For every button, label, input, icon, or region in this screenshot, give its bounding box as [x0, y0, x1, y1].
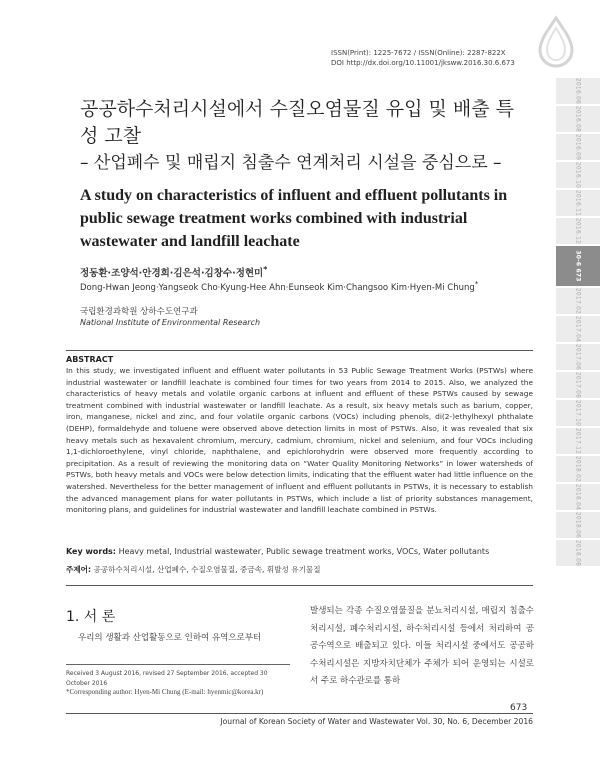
page-number: 673: [510, 703, 528, 713]
footnote-received: Received 3 August 2016, revised 27 September 2016, accepted 30 October 2016: [66, 670, 268, 687]
side-tab-label: 2016.06: [574, 77, 582, 105]
abstract-body: In this study, we investigated influent and effluent water pollutants in 53 Public Sewage Treatment Works (PSTWs) where industrial wastewater or landfill leachate is combined four times for two years from 2014 to 2015. Also, we analyzed the characteristics of heavy metals and volatile organic carbons at influent and effluent of these PSTWs caused by sewage treatment combined with industrial wastewater or landfill leachate. As a result, six heavy metals such as barium, copper, iron, manganese, nickel and zinc, and four volatile organic carbons (VOCs) including phenols, di(2-)ethylhexyl phthalate (DEHP), formaldehyde and toluene were observed above detection limits in most of PSTWs. Also, it was revealed that six heavy metals such as hexavalent chromium, mercury, cadmium, chromium, nickel and selenium, and four VOCs including 1,1-dichloroethylene, vinyl chloride, naphthalene, and epichlorohydrin were observed more frequently according to precipitation. As a result of reviewing the monitoring data on “Water Quality Monitoring Networks” in lower watersheds of PSTWs, both heavy metals and VOCs were below detection limits, indicating that the effluent water had little influence on the watershed. Nevertheless for the better management of influent and effluent pollutants in PSTWs, it is necessary to establish the advanced management plans for water pollutants in PSTWs, which include a list of priority substances management, monitoring plans, and guidelines for industrial wastewater and landfill leachate combined in PSTWs.: [66, 366, 533, 515]
side-tab[interactable]: [556, 372, 600, 398]
side-tab[interactable]: [556, 218, 600, 244]
keywords-list: Heavy metal, Industrial wastewater, Public sewage treatment works, VOCs, Water pollutants: [118, 547, 490, 556]
side-tab-label: 2016.11: [574, 189, 582, 217]
side-tab[interactable]: [556, 484, 600, 510]
corresponding-mark: *: [263, 265, 268, 274]
side-tab-label: 2018.06: [574, 511, 582, 539]
authors-english: [80, 279, 478, 293]
intro-column-1: 우리의 생활과 산업활동으로 인하여 유역으로부터: [78, 633, 262, 643]
affiliation-english: National Institute of Environmental Research: [80, 318, 261, 327]
side-tab[interactable]: [556, 316, 600, 342]
abstract-section: [66, 350, 533, 516]
doi-link[interactable]: DOI http://dx.doi.org/10.11001/jksww.2016.30.6.673: [331, 59, 515, 67]
side-tab-current-issue[interactable]: [556, 246, 600, 286]
issn-doi-block: [331, 48, 515, 68]
title-english: A study on characteristics of influent and effluent pollutants in public sewage treatment works combined with industrial wastewater and landfill leachate: [80, 187, 508, 250]
authors-korean: [80, 265, 267, 279]
side-tab-label: 2018.08: [574, 539, 582, 567]
abstract-heading: ABSTRACT: [66, 355, 114, 364]
side-tab[interactable]: [556, 512, 600, 538]
side-tab[interactable]: [556, 288, 600, 314]
side-tab-label: 2016.12: [574, 217, 582, 245]
side-tab[interactable]: [556, 106, 600, 132]
side-tab[interactable]: [556, 456, 600, 482]
side-tab-label: 2017.04: [574, 315, 582, 343]
side-tab-label: 2018.04: [574, 483, 582, 511]
footnote-corresponding: *Corresponding author: Hyen-Mi Chung (E-mail: hyenmic@korea.kr): [66, 688, 264, 696]
side-tab-current-label: 30-6 673: [574, 250, 582, 282]
keywords-ko-label: 주제어:: [66, 565, 92, 574]
authors-english-names: Dong-Hwan Jeong·Yangseok Cho·Kyung-Hee Ahn·Eunseok Kim·Changsoo Kim·Hyen-Mi Chung: [80, 282, 475, 293]
side-tab[interactable]: [556, 162, 600, 188]
keywords-english: [66, 547, 533, 556]
side-tab[interactable]: [556, 134, 600, 160]
side-tab[interactable]: [556, 78, 600, 104]
side-tab-label: 2017.06: [574, 343, 582, 371]
journal-logo-icon: [534, 14, 578, 68]
side-tab[interactable]: [556, 540, 600, 566]
side-tab-label: 2017.08: [574, 371, 582, 399]
footnote: [66, 664, 290, 698]
side-tab-label: 2017.02: [574, 287, 582, 315]
subtitle-korean: – 산업폐수 및 매립지 침출수 연계처리 시설을 중심으로 –: [80, 153, 502, 173]
side-tab-label: 2016.09: [574, 133, 582, 161]
side-tab-label: 2017.12: [574, 427, 582, 455]
corresponding-mark-en: *: [474, 279, 479, 288]
side-tab[interactable]: [556, 400, 600, 426]
authors-korean-names: 정동환·조양석·안경희·김은석·김창수·정현미: [80, 268, 264, 280]
side-tab-label: 2016.08: [574, 105, 582, 133]
keywords-korean: [66, 564, 533, 586]
section-heading-introduction: 1. 서 론: [66, 609, 116, 625]
side-tab[interactable]: [556, 190, 600, 216]
issue-side-tabs: [556, 78, 600, 568]
intro-column-2: 발생되는 각종 수질오염물질을 분뇨처리시설, 매립지 침출수 처리시설, 폐수처리시설, 하수처리시설 등에서 처리하여 공공수역으로 배출되고 있다. 이들 처리시설 중에서도 공공하수처리시설은 지방자치단체가 주체가 되어 운영되는 시설로서 주로 하수관로를 통하: [310, 606, 534, 687]
side-tab[interactable]: [556, 344, 600, 370]
side-tab[interactable]: [556, 428, 600, 454]
side-tab-label: 2016.10: [574, 161, 582, 189]
footer-divider: [66, 713, 533, 714]
title-korean: 공공하수처리시설에서 수질오염물질 유입 및 배출 특성 고찰: [80, 98, 514, 147]
keywords-ko-list: 공공하수처리시설, 산업폐수, 수질오염물질, 중금속, 휘발성 유기물질: [93, 565, 321, 574]
journal-footer: Journal of Korean Society of Water and Wastewater Vol. 30, No. 6, December 2016: [220, 717, 533, 726]
side-tab-label: 2018.02: [574, 455, 582, 483]
issn-line: ISSN(Print): 1225-7672 / ISSN(Online): 2287-822X: [331, 49, 506, 57]
affiliation-korean: 국립환경과학원 상하수도연구과: [80, 307, 198, 317]
keywords-label: Key words:: [66, 547, 117, 556]
side-tab-label: 2017.10: [574, 399, 582, 427]
